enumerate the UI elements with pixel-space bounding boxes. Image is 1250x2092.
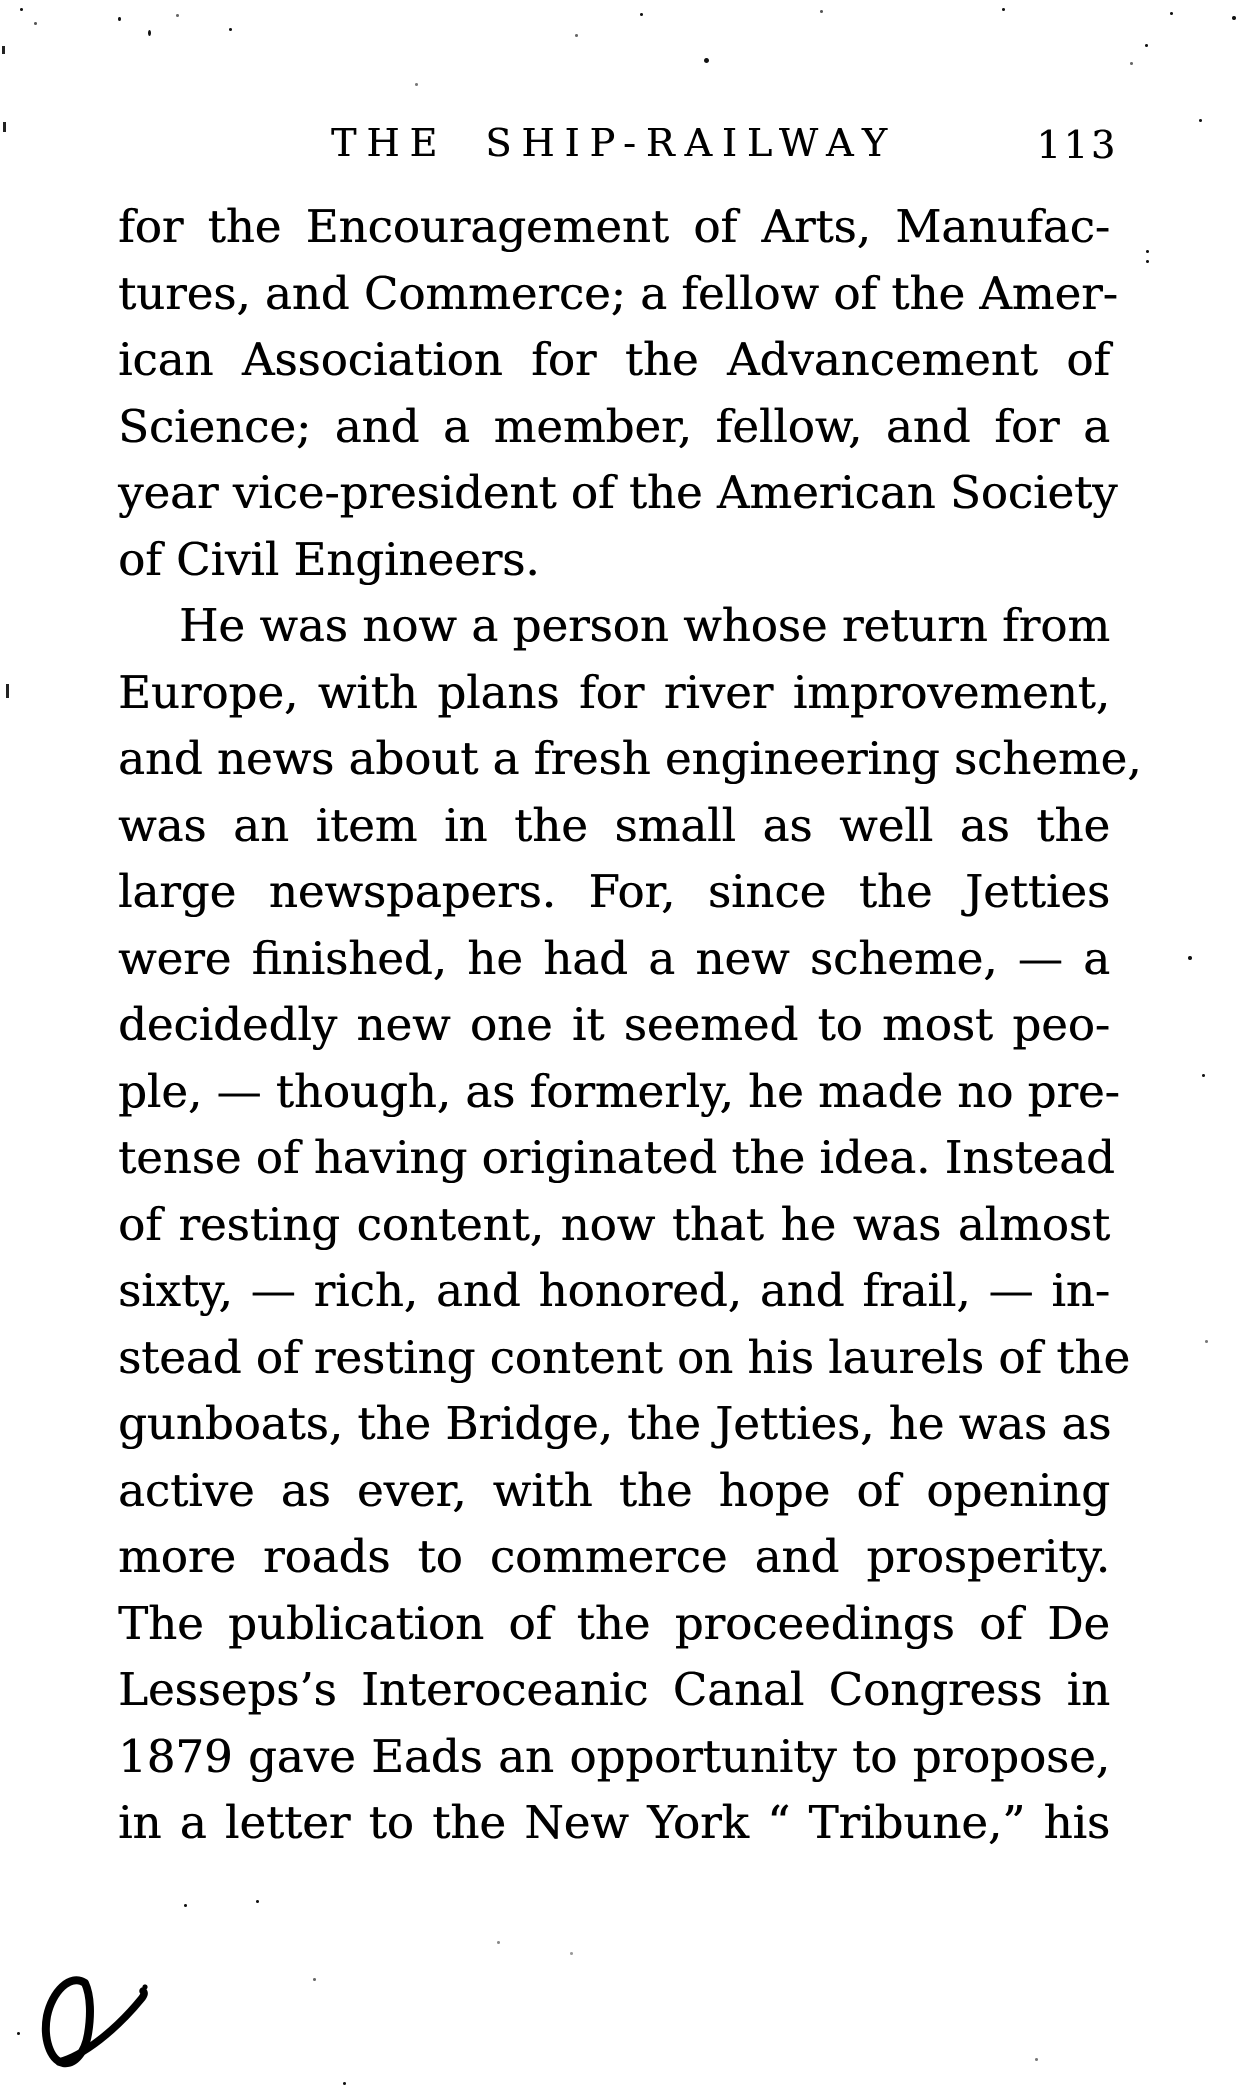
text-line: in a letter to the New York “ Tribune,” his	[118, 1796, 1110, 1849]
scan-mark	[3, 122, 6, 132]
text-line: gunboats, the Bridge, the Jetties, he was as	[118, 1397, 1112, 1450]
text-line: Science; and a member, fellow, and for a	[118, 399, 1110, 453]
scan-speck	[1146, 250, 1149, 253]
text-line: stead of resting content on his laurels of the	[118, 1330, 1130, 1384]
page-number: 113	[1036, 123, 1118, 167]
scan-speck	[575, 34, 578, 37]
text-line: for the Encouragement of Arts, Manufac-	[118, 200, 1110, 253]
text-line: of resting content, now that he was almost	[118, 1197, 1110, 1251]
scan-speck	[1002, 8, 1005, 11]
scan-speck	[229, 28, 232, 31]
scan-speck	[1145, 44, 1148, 47]
scan-speck	[570, 1952, 573, 1955]
text-line: large newspapers. For, since the Jetties	[118, 865, 1110, 918]
text-line: Lesseps’s Interoceanic Canal Congress in	[118, 1663, 1110, 1716]
scan-mark	[6, 684, 9, 698]
text-line: was an item in the small as well as the	[118, 798, 1110, 852]
text-line: were finished, he had a new scheme, — a	[118, 931, 1110, 985]
scan-speck	[20, 8, 23, 11]
handwritten-mark	[38, 1970, 156, 2074]
scan-speck	[640, 13, 643, 16]
scan-speck	[1188, 956, 1192, 960]
text-line: ple, — though, as formerly, he made no pre-	[118, 1064, 1120, 1118]
text-line: ican Association for the Advancement of	[118, 333, 1110, 386]
text-column	[118, 0, 1142, 2092]
scan-speck	[17, 2032, 20, 2035]
scan-speck	[184, 1904, 187, 1907]
scan-speck	[820, 10, 823, 13]
text-line: 1879 gave Eads an opportunity to propose,	[118, 1729, 1110, 1783]
scan-speck	[704, 58, 709, 63]
text-line: The publication of the proceedings of De	[118, 1596, 1110, 1650]
text-line-paragraph-end: of Civil Engineers.	[118, 532, 540, 586]
scan-speck	[1035, 2058, 1038, 2061]
scan-speck	[343, 2082, 346, 2085]
scan-speck	[176, 14, 179, 17]
text-line: active as ever, with the hope of opening	[118, 1463, 1110, 1517]
scan-speck	[1170, 12, 1173, 15]
text-line: Europe, with plans for river improvement,	[118, 665, 1110, 719]
scan-speck	[497, 1941, 500, 1944]
scan-speck	[1202, 1074, 1205, 1077]
text-line: year vice-president of the American Society	[118, 466, 1118, 519]
text-line: sixty, — rich, and honored, and frail, — in-	[118, 1264, 1110, 1317]
text-line: tense of having originated the idea. Instead	[118, 1131, 1115, 1184]
running-header-title: THE SHIP-RAILWAY	[331, 121, 897, 165]
scan-speck	[34, 22, 37, 25]
scan-speck	[1232, 16, 1236, 20]
scan-speck	[1146, 260, 1149, 263]
scan-speck	[1199, 119, 1202, 122]
scan-speck	[1130, 62, 1133, 65]
scan-speck	[313, 1978, 316, 1981]
body-text	[118, 194, 1142, 1857]
scan-speck	[148, 30, 151, 36]
text-line: decidedly new one it seemed to most peo-	[118, 998, 1110, 1051]
scan-speck	[1205, 1340, 1208, 1343]
text-line: tures, and Commerce; a fellow of the Amer-	[118, 266, 1118, 320]
scan-speck	[415, 83, 418, 86]
text-line: and news about a fresh engineering scheme,	[118, 732, 1142, 785]
scan-speck	[256, 1900, 259, 1903]
scan-mark	[2, 46, 5, 54]
scan-speck	[118, 17, 121, 21]
text-line: more roads to commerce and prosperity.	[118, 1530, 1110, 1583]
text-line-paragraph-start: He was now a person whose return from	[179, 599, 1110, 652]
